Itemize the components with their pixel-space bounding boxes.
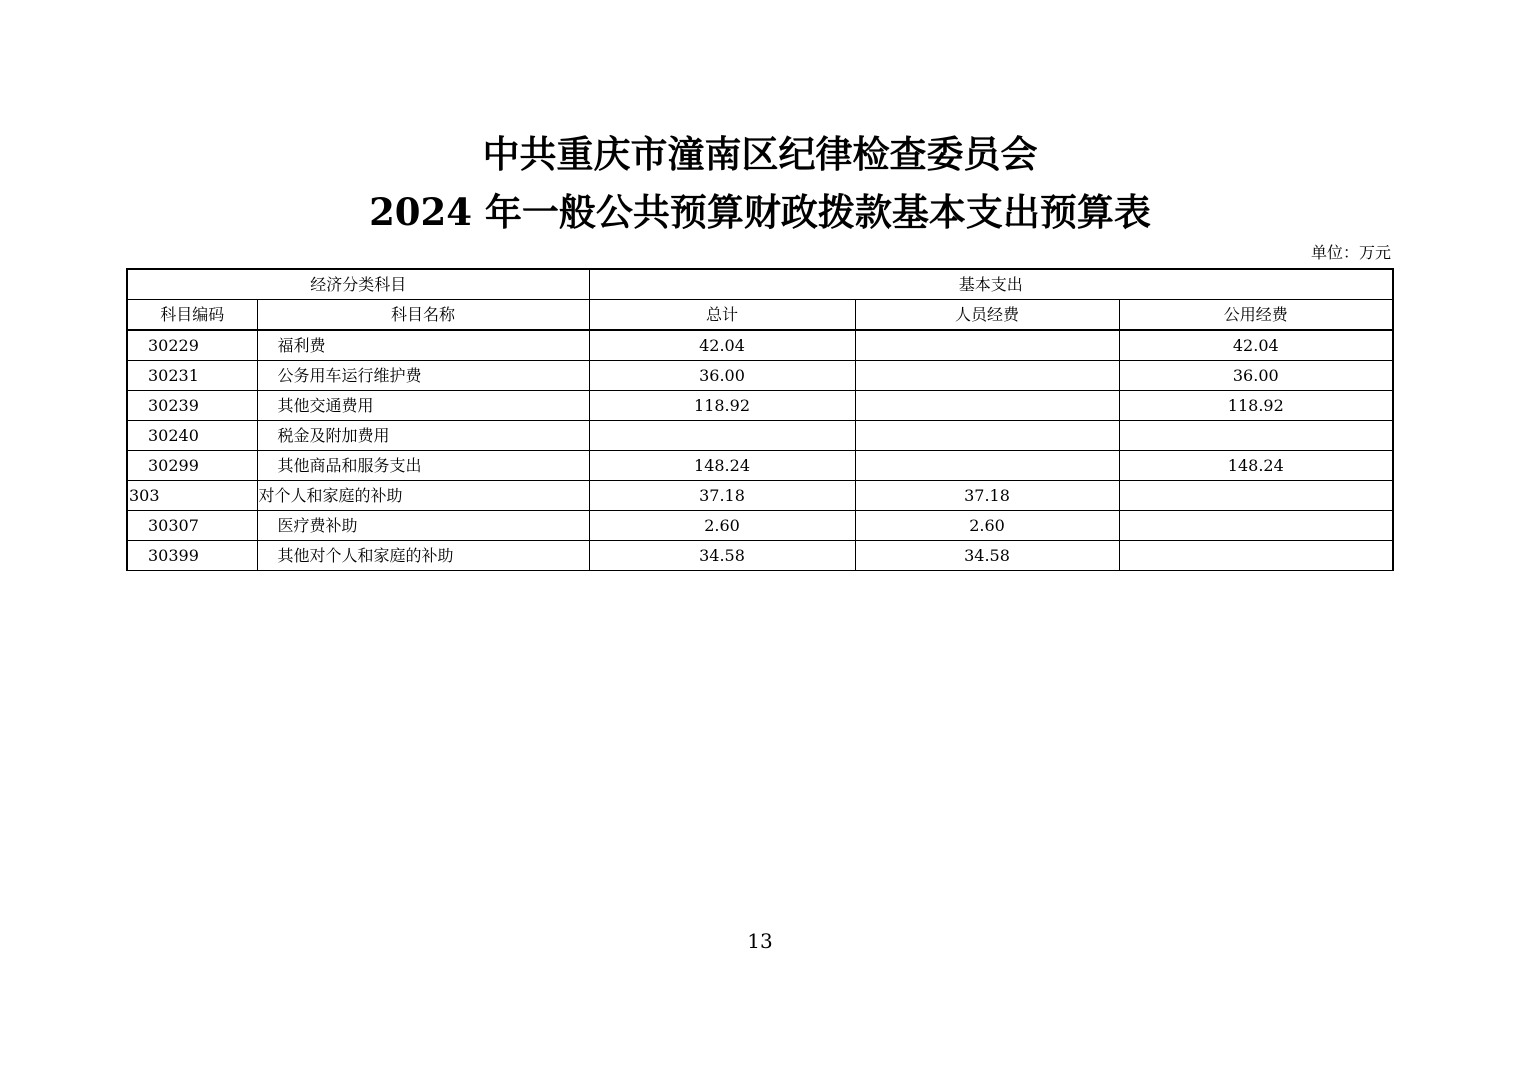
- personnel-cell: [855, 451, 1119, 481]
- total-cell: 2.60: [589, 511, 855, 541]
- public-cell: [1119, 511, 1393, 541]
- subject-name-cell: 其他交通费用: [257, 391, 589, 421]
- total-cell: 34.58: [589, 541, 855, 571]
- document-title-line2: 2024 年一般公共预算财政拨款基本支出预算表: [369, 190, 1151, 234]
- budget-table: [126, 268, 1394, 571]
- header-row-columns: [127, 300, 1393, 331]
- public-cell: 118.92: [1119, 391, 1393, 421]
- table-row: [127, 541, 1393, 571]
- document-title-line1: 中共重庆市潼南区纪律检查委员会: [482, 132, 1038, 176]
- table-row: [127, 421, 1393, 451]
- subject-code-cell: 303: [127, 481, 257, 511]
- personnel-cell: 2.60: [855, 511, 1119, 541]
- header-row-group: [127, 269, 1393, 300]
- public-cell: [1119, 421, 1393, 451]
- personnel-cell: [855, 361, 1119, 391]
- personnel-cell: 37.18: [855, 481, 1119, 511]
- header-subject-name: 科目名称: [257, 300, 589, 331]
- subject-name-cell: 对个人和家庭的补助: [257, 481, 589, 511]
- subject-name-cell: 公务用车运行维护费: [257, 361, 589, 391]
- table-row: [127, 330, 1393, 361]
- header-personnel-expenses: 人员经费: [855, 300, 1119, 331]
- public-cell: 36.00: [1119, 361, 1393, 391]
- subject-code-cell: 30239: [127, 391, 257, 421]
- subject-code-cell: 30231: [127, 361, 257, 391]
- table-row: [127, 481, 1393, 511]
- header-public-expenses: 公用经费: [1119, 300, 1393, 331]
- unit-label: 单位：万元: [1310, 243, 1391, 262]
- public-cell: [1119, 481, 1393, 511]
- subject-name-cell: 医疗费补助: [257, 511, 589, 541]
- public-cell: [1119, 541, 1393, 571]
- total-cell: 42.04: [589, 330, 855, 361]
- table-row: [127, 451, 1393, 481]
- total-cell: 148.24: [589, 451, 855, 481]
- table-row: [127, 361, 1393, 391]
- subject-code-cell: 30399: [127, 541, 257, 571]
- subject-name-cell: 福利费: [257, 330, 589, 361]
- table-row: [127, 511, 1393, 541]
- subject-name-cell: 其他商品和服务支出: [257, 451, 589, 481]
- header-economic-classification: 经济分类科目: [127, 269, 589, 300]
- page-number: 13: [747, 929, 773, 953]
- subject-name-cell: 税金及附加费用: [257, 421, 589, 451]
- table-row: [127, 391, 1393, 421]
- subject-name-cell: 其他对个人和家庭的补助: [257, 541, 589, 571]
- personnel-cell: [855, 330, 1119, 361]
- header-subject-code: 科目编码: [127, 300, 257, 331]
- subject-code-cell: 30229: [127, 330, 257, 361]
- total-cell: 37.18: [589, 481, 855, 511]
- total-cell: 118.92: [589, 391, 855, 421]
- subject-code-cell: 30307: [127, 511, 257, 541]
- total-cell: 36.00: [589, 361, 855, 391]
- personnel-cell: 34.58: [855, 541, 1119, 571]
- total-cell: [589, 421, 855, 451]
- header-total: 总计: [589, 300, 855, 331]
- personnel-cell: [855, 421, 1119, 451]
- subject-code-cell: 30240: [127, 421, 257, 451]
- subject-code-cell: 30299: [127, 451, 257, 481]
- public-cell: 42.04: [1119, 330, 1393, 361]
- personnel-cell: [855, 391, 1119, 421]
- public-cell: 148.24: [1119, 451, 1393, 481]
- header-basic-expenditure: 基本支出: [589, 269, 1393, 300]
